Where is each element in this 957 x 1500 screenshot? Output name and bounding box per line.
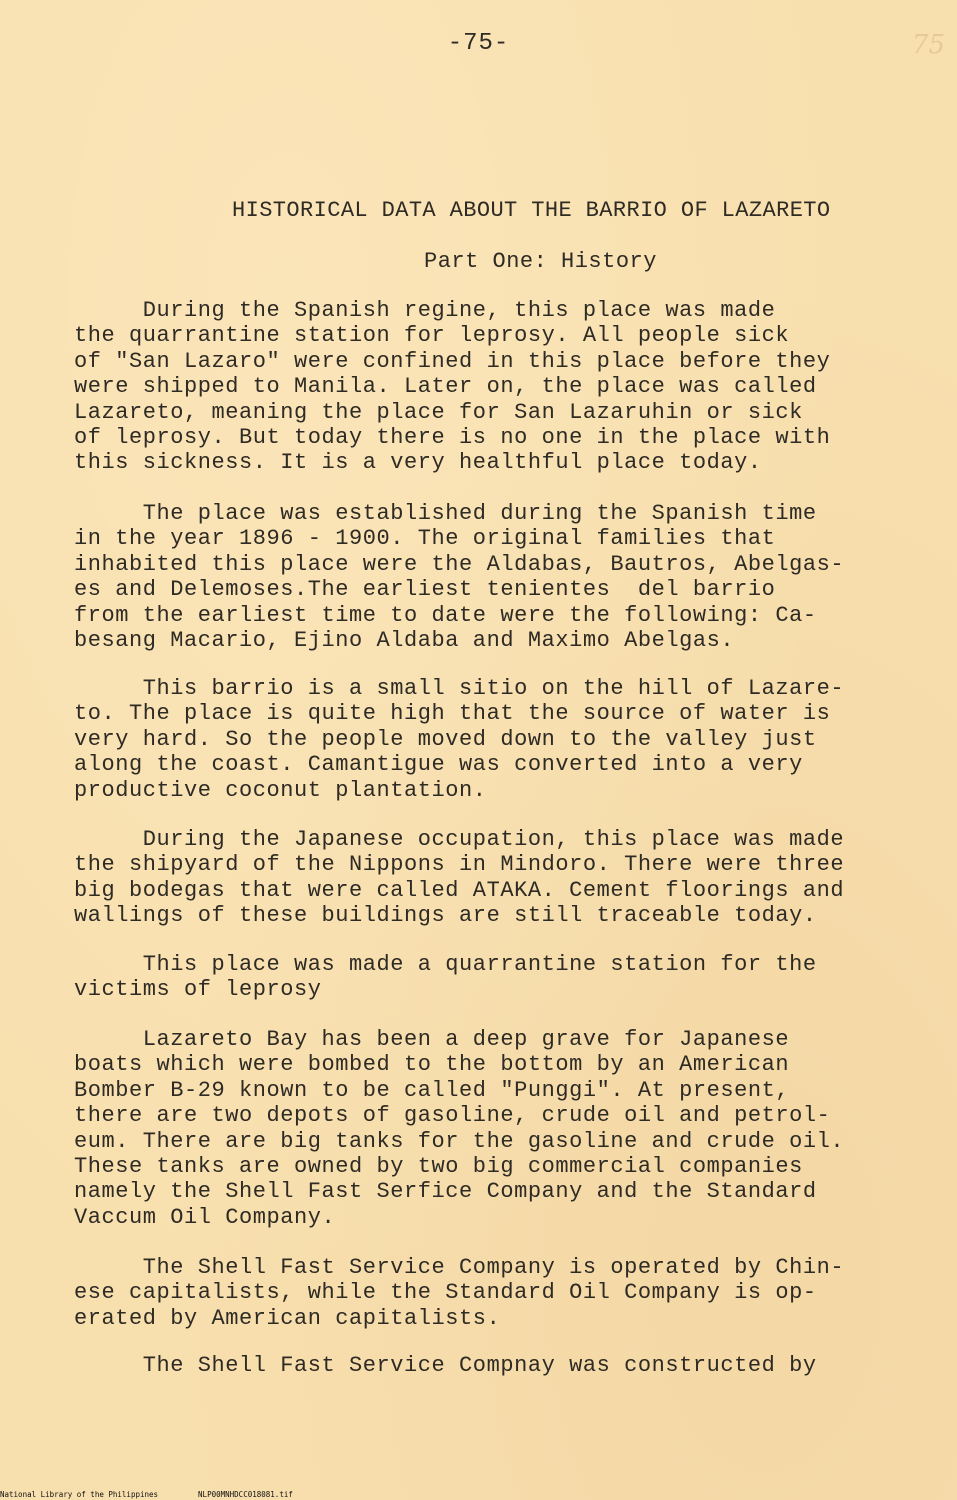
- scan-footer: [0, 1490, 293, 1499]
- paragraph-japanese-occupation: During the Japanese occupation, this place was made the shipyard of the Nippons in Mindoro. There were three big bodegas that were called ATAKA. Cement floorings and wallings of these buildings are still traceable today.: [74, 827, 845, 929]
- paragraph-lazareto-bay: Lazareto Bay has been a deep grave for Japanese boats which were bombed to the bottom by an American Bomber B-29 known to be called "Punggi". At present, there are two depots of gasoline, crude oil and petrol- eum. There are big tanks for the gasoline and crude oil. These tanks are owned by two big commercial companies namely the Shell Fast Serfice Company and the Standard Vaccum Oil Company.: [74, 1027, 845, 1230]
- paragraph-geography: This barrio is a small sitio on the hill of Lazare- to. The place is quite high that the source of water is very hard. So the people moved down to the valley just along the coast. Camantigue was converted into a very productive coconut plantation.: [74, 676, 845, 803]
- paragraph-spanish-regime: During the Spanish regine, this place was made the quarrantine station for leprosy. All people sick of "San Lazaro" were confined in this place before they were shipped to Manila. Later on, the place was called Lazareto, meaning the place for San Lazaruhin or sick of leprosy. But today there is no one in the place with this sickness. It is a very healthful place today.: [74, 298, 831, 476]
- footer-file-id: NLP00MNHDCC018081.tif: [198, 1490, 293, 1499]
- handwritten-page-mark: 75: [911, 30, 945, 60]
- paragraph-construction: The Shell Fast Service Compnay was constructed by: [74, 1353, 817, 1378]
- section-heading: Part One: History: [424, 249, 657, 274]
- paragraph-companies: The Shell Fast Service Company is operated by Chin- ese capitalists, while the Standard Oil Company is op- erated by American capitalists.: [74, 1255, 845, 1331]
- document-title: HISTORICAL DATA ABOUT THE BARRIO OF LAZARETO: [232, 198, 831, 223]
- paragraph-quarantine: This place was made a quarrantine station for the victims of leprosy: [74, 952, 817, 1003]
- paragraph-establishment: The place was established during the Spanish time in the year 1896 - 1900. The original families that inhabited this place were the Aldabas, Bautros, Abelgas- es and Delemoses.The earliest tenientes del barrio from the earliest time to date were the following: Ca- besang Macario, Ejino Aldaba and Maximo Abelgas.: [74, 501, 845, 654]
- page-number: -75-: [447, 30, 510, 57]
- footer-institution: National Library of the Philippines: [0, 1490, 159, 1499]
